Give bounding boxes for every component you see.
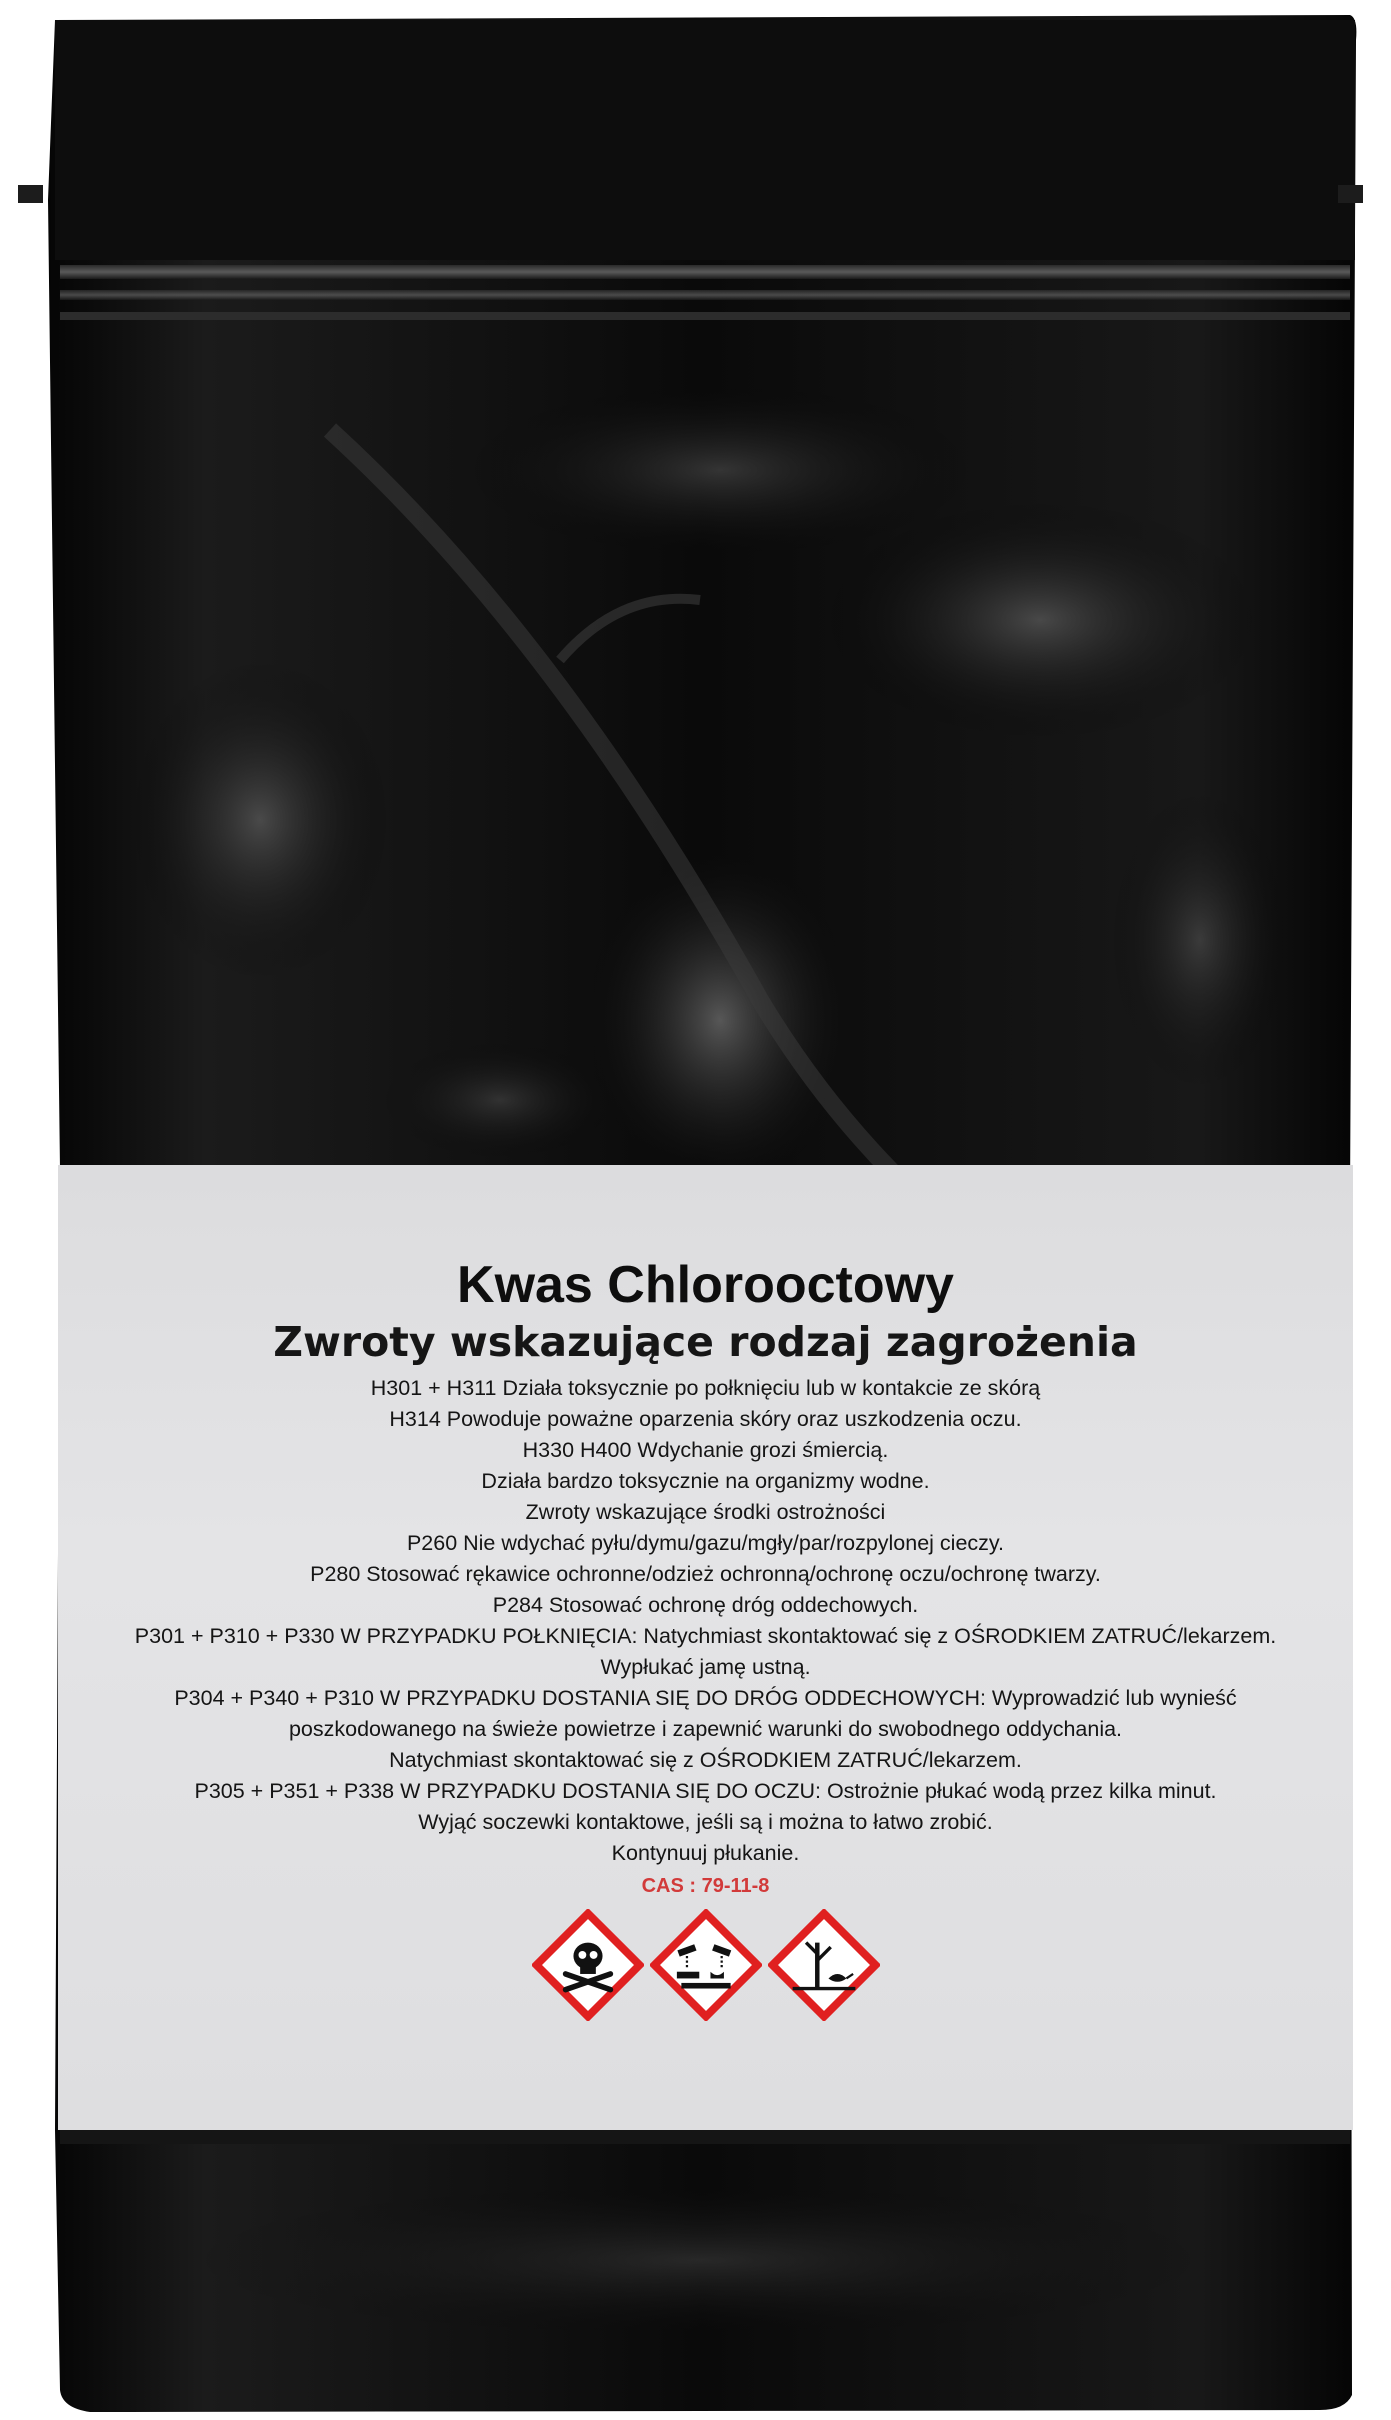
label-line: Wypłukać jamę ustną. <box>600 1655 811 1679</box>
environment-icon <box>768 1909 880 2021</box>
label-line: P305 + P351 + P338 W PRZYPADKU DOSTANIA SIĘ DO OCZU: Ostrożnie płukać wodą przez kilka minut. <box>194 1779 1217 1803</box>
ghs-pictograms <box>58 1909 1353 2021</box>
product-label <box>58 1165 1353 2130</box>
label-line: H314 Powoduje poważne oparzenia skóry oraz uszkodzenia oczu. <box>389 1407 1022 1431</box>
label-line: H301 + H311 Działa toksycznie po połknięciu lub w kontakcie ze skórą <box>370 1376 1041 1400</box>
label-line: Natychmiast skontaktować się z OŚRODKIEM ZATRUĆ/lekarzem. <box>389 1748 1022 1772</box>
corrosion-icon <box>650 1909 762 2021</box>
label-line: Kontynuuj płukanie. <box>611 1841 800 1865</box>
label-line: P280 Stosować rękawice ochronne/odzież ochronną/ochronę oczu/ochronę twarzy. <box>310 1562 1101 1586</box>
label-line: P301 + P310 + P330 W PRZYPADKU POŁKNIĘCIA: Natychmiast skontaktować się z OŚRODKIEM ZATRUĆ/lekarzem. <box>134 1624 1277 1648</box>
product-title: Kwas Chlorooctowy <box>457 1256 954 1314</box>
label-line: Wyjąć soczewki kontaktowe, jeśli są i można to łatwo zrobić. <box>418 1810 993 1834</box>
label-line: P284 Stosować ochronę dróg oddechowych. <box>492 1593 919 1617</box>
label-line: H330 H400 Wdychanie grozi śmiercią. <box>522 1438 889 1462</box>
skull-crossbones-icon <box>532 1909 644 2021</box>
hazard-statements <box>58 1373 1353 1869</box>
label-line: Zwroty wskazujące środki ostrożności <box>525 1500 886 1524</box>
label-line: Działa bardzo toksycznie na organizmy wodne. <box>481 1469 930 1493</box>
cas-number: CAS : 79-11-8 <box>641 1875 770 1897</box>
label-line: P304 + P340 + P310 W PRZYPADKU DOSTANIA SIĘ DO DRÓG ODDECHOWYCH: Wyprowadzić lub wynieść poszkodowanego na świeże powietrze i zapewnić warunki do swobodnego oddychania. <box>174 1686 1237 1741</box>
hazard-section-title: Zwroty wskazujące rodzaj zagrożenia <box>273 1318 1138 1366</box>
label-line: P260 Nie wdychać pyłu/dymu/gazu/mgły/par/rozpylonej cieczy. <box>406 1531 1005 1555</box>
